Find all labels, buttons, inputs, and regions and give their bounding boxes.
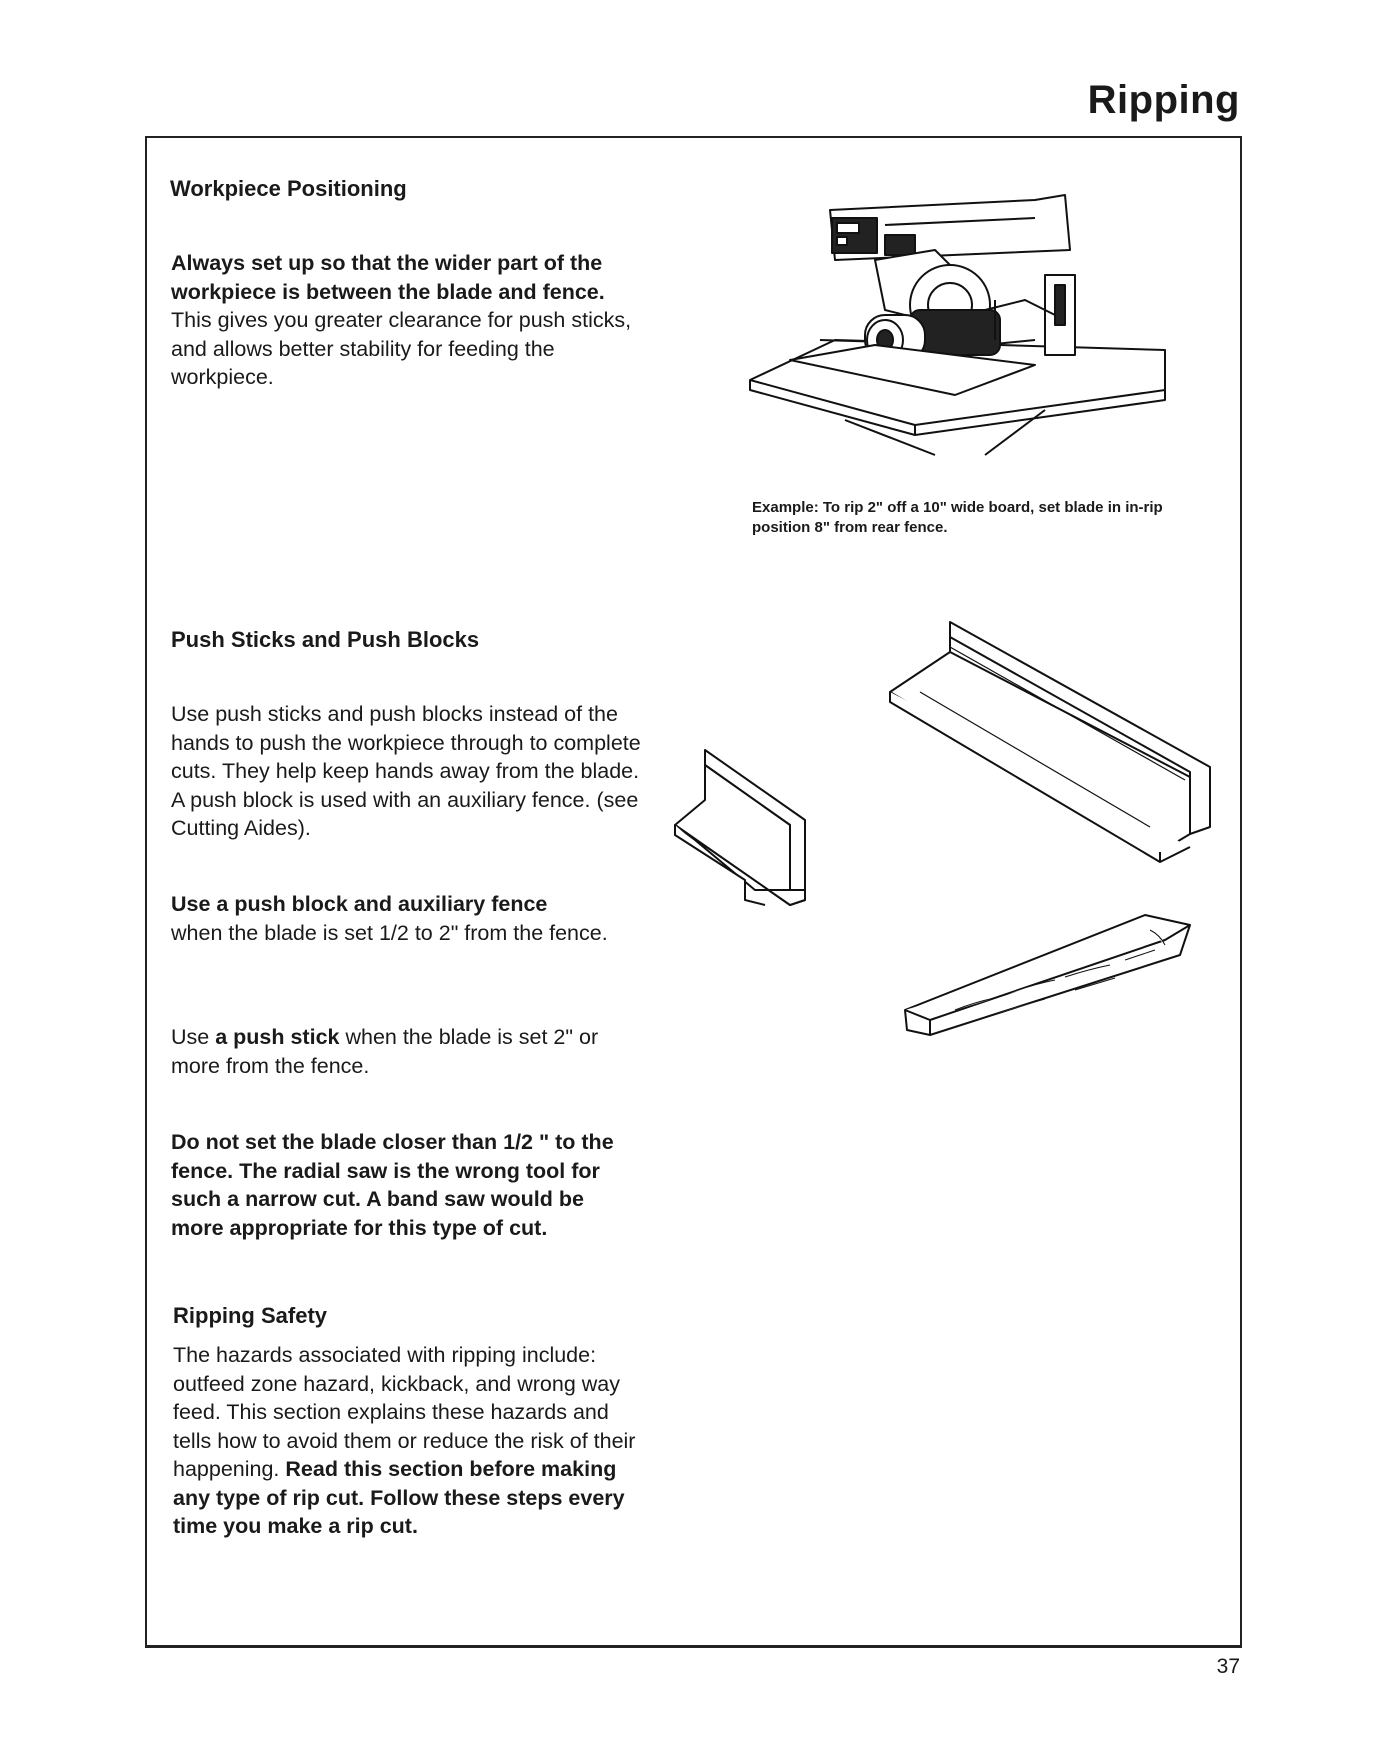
workpiece-body: This gives you greater clearance for push sticks, and allows better stability for feeding the workpiece. [171, 308, 632, 389]
push-block-rest: when the blade is set 1/2 to 2" from the fence. [171, 920, 608, 945]
push-stick-paragraph [171, 1023, 641, 1080]
push-block-illustration [665, 740, 865, 920]
push-stick-rest: when the blade is set 2" or more from the fence. [171, 1025, 599, 1078]
frame-bottom-rule [145, 1645, 1242, 1648]
push-block-bold: Use a push block and auxiliary fence [171, 892, 548, 916]
page-number: 37 [1216, 1655, 1240, 1678]
safety-bold-tail: Read this section before making any type of rip cut. Follow these steps every time you make a rip cut. [173, 1457, 625, 1538]
auxiliary-fence-illustration [880, 612, 1220, 872]
safety-body: The hazards associated with ripping include: outfeed zone hazard, kickback, and wrong way feed. This section explains these hazards and tells how to avoid them or reduce the risk of their happening. [173, 1343, 636, 1481]
safety-paragraph [173, 1341, 648, 1541]
radial-arm-saw-illustration [735, 190, 1175, 480]
workpiece-heading: Workpiece Positioning [170, 176, 407, 201]
push-body: Use push sticks and push blocks instead of the hands to push the workpiece through to complete cuts. They help keep hands away from the blade. A push block is used with an auxiliary fence. (see Cutting Aides). [171, 702, 641, 840]
push-stick-pre: Use [171, 1025, 216, 1049]
page-title: Ripping [1087, 78, 1240, 122]
push-block-paragraph [171, 890, 641, 947]
narrow-cut-warning: Do not set the blade closer than 1/2 " to the fence. The radial saw is the wrong tool for such a narrow cut. A band saw would be more appropriate for this type of cut. [171, 1130, 614, 1240]
workpiece-paragraph [171, 249, 633, 392]
workpiece-bold-lead: Always set up so that the wider part of the workpiece is between the blade and fence. [171, 251, 605, 304]
saw-caption: Example: To rip 2" off a 10" wide board, set blade in in-rip position 8" from rear fence. [752, 499, 1163, 536]
push-stick-bold: a push stick [215, 1025, 340, 1049]
push-heading: Push Sticks and Push Blocks [171, 627, 480, 652]
push-stick-illustration [895, 905, 1195, 1045]
safety-heading: Ripping Safety [173, 1303, 328, 1328]
